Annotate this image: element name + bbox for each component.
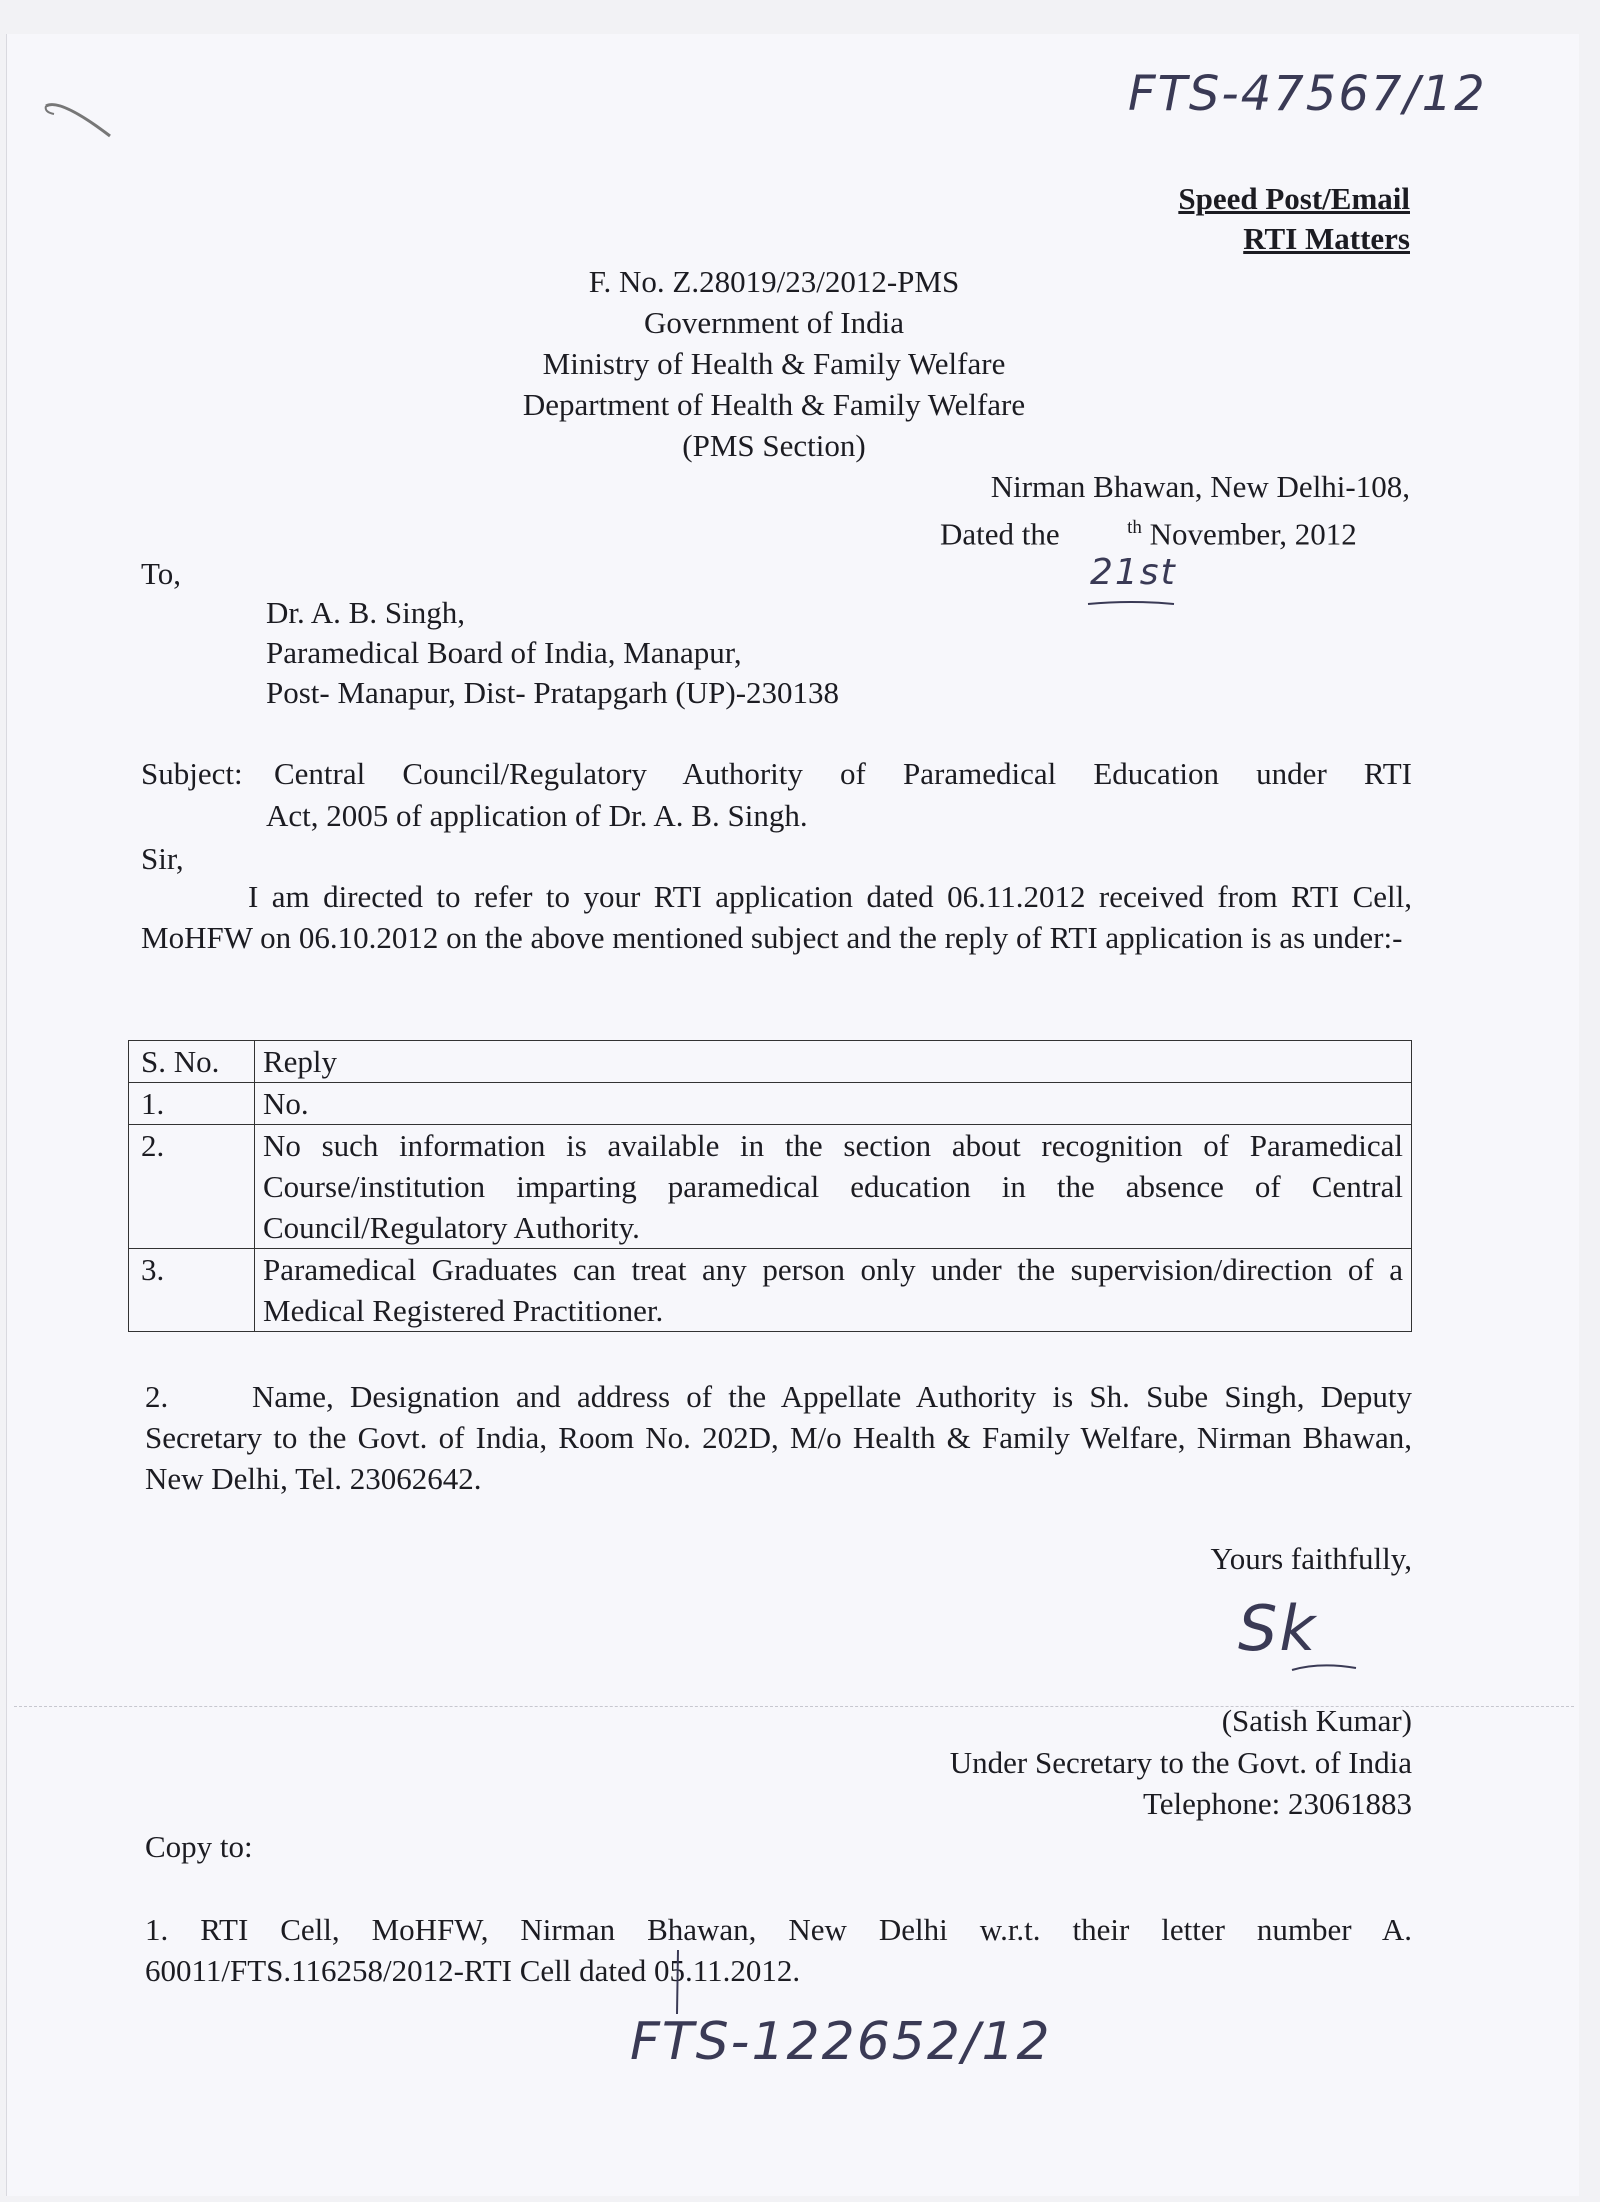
govt-line: Government of India (644, 305, 904, 340)
copy-to-label: Copy to: (145, 1829, 253, 1864)
dated-suffix: November, 2012 (1149, 516, 1357, 552)
table-row (129, 1125, 1412, 1249)
dated-sup: th (1127, 517, 1142, 538)
salutation: Sir, (141, 841, 184, 876)
place-line: Nirman Bhawan, New Delhi-108, (990, 469, 1410, 504)
paragraph-1: I am directed to refer to your RTI application dated 06.11.2012 received from RTI Cell, MoHFW on 06.10.2012 on the above mentioned subject and the reply of RTI application is as under:- (141, 879, 1412, 955)
table-header-row (129, 1041, 1412, 1083)
table-row (129, 1249, 1412, 1332)
header-reply: Reply (255, 1041, 1412, 1083)
paragraph-2: Name, Designation and address of the Appellate Authority is Sh. Sube Singh, Deputy Secretary to the Govt. of India, Room No. 202D, M/o Health & Family Welfare, Nirman Bhawan, New Delhi, Tel. 23062642. (145, 1379, 1412, 1496)
rti-matters-label: RTI Matters (1243, 221, 1410, 256)
handwritten-ref-bottom: FTS-122652/12 (630, 2012, 1052, 2072)
signature-flourish (1290, 1660, 1360, 1674)
handwritten-ref-top: FTS-47567/12 (1128, 66, 1487, 122)
table-row (129, 1083, 1412, 1125)
copy-item-1: 1. RTI Cell, MoHFW, Nirman Bhawan, New Delhi w.r.t. their letter number A. 60011/FTS.116258/2012-RTI Cell dated 05.11.2012. (145, 1912, 1412, 1988)
row-reply: No such information is available in the section about recognition of Paramedical Course/institution imparting paramedical education in the absence of Central Council/Regulatory Authority. (255, 1125, 1412, 1249)
to-label: To, (141, 556, 182, 591)
header-sno: S. No. (129, 1041, 255, 1083)
pointer-stroke (672, 1948, 684, 2018)
subject-line1: Central Council/Regulatory Authority of Paramedical Education under RTI (274, 756, 1412, 791)
section-line: (PMS Section) (682, 428, 866, 463)
row-sno: 3. (129, 1249, 255, 1332)
subject-label: Subject: (141, 756, 243, 791)
department-line: Department of Health & Family Welfare (522, 387, 1026, 422)
handwritten-date: 21st (1090, 552, 1177, 593)
dated-line (940, 507, 1357, 554)
addressee-name: Dr. A. B. Singh, (266, 595, 465, 630)
signatory-telephone: Telephone: 23061883 (1142, 1786, 1412, 1821)
subject-line2: Act, 2005 of application of Dr. A. B. Singh. (266, 798, 808, 833)
dated-prefix: Dated the (940, 516, 1060, 552)
date-underline (1086, 598, 1176, 608)
signatory-name: (Satish Kumar) (1221, 1703, 1412, 1738)
signatory-designation: Under Secretary to the Govt. of India (949, 1745, 1412, 1780)
speed-post-label: Speed Post/Email (1178, 181, 1410, 216)
paragraph-2-number: 2. (145, 1379, 169, 1414)
file-number: F. No. Z.28019/23/2012-PMS (588, 264, 960, 299)
ministry-line: Ministry of Health & Family Welfare (542, 346, 1006, 381)
row-reply: No. (255, 1083, 1412, 1125)
signature: Sk (1238, 1592, 1318, 1665)
addressee-line1: Paramedical Board of India, Manapur, (266, 635, 742, 670)
yours-faithfully: Yours faithfully, (1210, 1541, 1412, 1576)
addressee-line2: Post- Manapur, Dist- Pratapgarh (UP)-230138 (266, 675, 840, 710)
row-sno: 2. (129, 1125, 255, 1249)
row-reply: Paramedical Graduates can treat any person only under the supervision/direction of a Medical Registered Practitioner. (255, 1249, 1412, 1332)
staple-mark (40, 96, 120, 146)
reply-table (128, 1040, 1412, 1332)
row-sno: 1. (129, 1083, 255, 1125)
